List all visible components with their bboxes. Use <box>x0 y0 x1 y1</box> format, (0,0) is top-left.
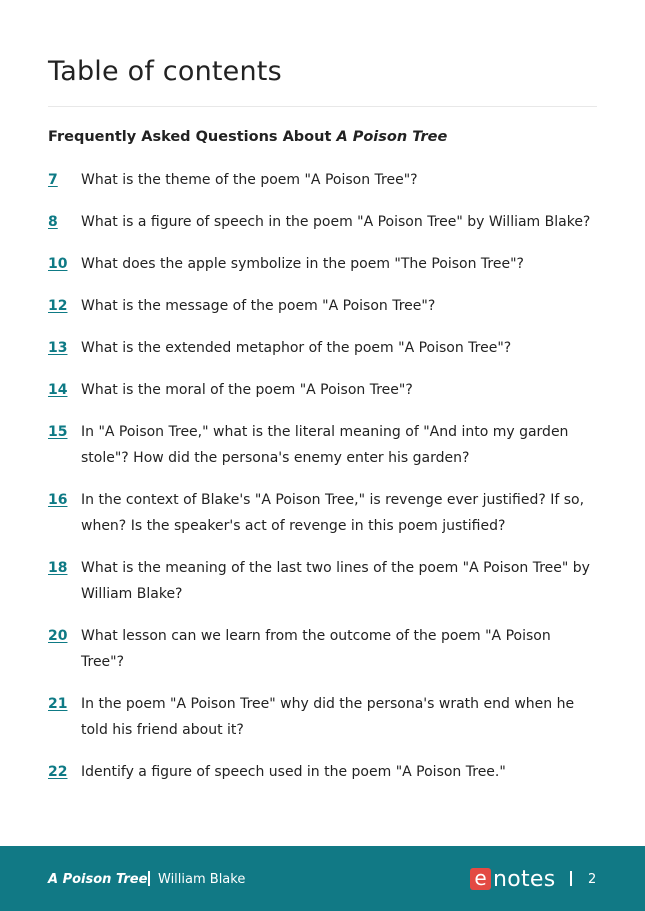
toc-page-link[interactable]: 15 <box>48 424 68 440</box>
toc-item <box>48 251 597 277</box>
footer-work-title: A Poison Tree <box>48 872 148 887</box>
toc-list <box>48 167 597 801</box>
footer-author: William Blake <box>158 872 246 887</box>
toc-page-link[interactable]: 10 <box>48 256 68 272</box>
toc-page-link[interactable]: 16 <box>48 492 68 508</box>
toc-question: In the context of Blake's "A Poison Tree," is revenge ever justified? If so, when? Is the speaker's act of revenge in this poem justified? <box>81 492 585 534</box>
enotes-logo-text: notes <box>493 866 556 892</box>
toc-question: What is the meaning of the last two lines of the poem "A Poison Tree" by William Blake? <box>81 560 590 602</box>
toc-item <box>48 759 597 785</box>
toc-item <box>48 293 597 319</box>
toc-page-link[interactable]: 14 <box>48 382 68 398</box>
toc-item <box>48 377 597 403</box>
footer-divider <box>148 871 150 886</box>
footer-page-number: 2 <box>588 872 597 887</box>
toc-question: Identify a figure of speech used in the poem "A Poison Tree." <box>81 764 506 780</box>
enotes-logo-badge: e <box>470 868 491 890</box>
toc-question: What is the extended metaphor of the poem "A Poison Tree"? <box>81 340 512 356</box>
toc-item <box>48 167 597 193</box>
enotes-logo[interactable] <box>470 866 556 892</box>
page-title: Table of contents <box>48 56 282 87</box>
toc-page-link[interactable]: 18 <box>48 560 68 576</box>
title-divider <box>48 106 597 107</box>
toc-question: What is the message of the poem "A Poison Tree"? <box>81 298 436 314</box>
toc-question: What is the theme of the poem "A Poison Tree"? <box>81 172 418 188</box>
toc-item <box>48 419 597 471</box>
section-heading-work: A Poison Tree <box>336 129 448 145</box>
toc-item <box>48 487 597 539</box>
footer-band <box>0 846 645 911</box>
section-heading-prefix: Frequently Asked Questions About <box>48 129 337 145</box>
toc-item <box>48 623 597 675</box>
toc-page-link[interactable]: 21 <box>48 696 68 712</box>
toc-page-link[interactable]: 7 <box>48 172 58 188</box>
toc-question: What lesson can we learn from the outcome of the poem "A Poison Tree"? <box>81 628 551 670</box>
toc-question: What does the apple symbolize in the poem "The Poison Tree"? <box>81 256 524 272</box>
toc-question: What is the moral of the poem "A Poison Tree"? <box>81 382 413 398</box>
toc-item <box>48 209 597 235</box>
toc-item <box>48 555 597 607</box>
toc-page-link[interactable]: 13 <box>48 340 68 356</box>
toc-question: What is a figure of speech in the poem "A Poison Tree" by William Blake? <box>81 214 591 230</box>
toc-item <box>48 691 597 743</box>
toc-page-link[interactable]: 12 <box>48 298 68 314</box>
toc-item <box>48 335 597 361</box>
toc-question: In the poem "A Poison Tree" why did the persona's wrath end when he told his friend about it? <box>81 696 575 738</box>
toc-page-link[interactable]: 20 <box>48 628 68 644</box>
footer-page-divider <box>570 871 572 886</box>
section-heading <box>48 129 447 145</box>
toc-page-link[interactable]: 8 <box>48 214 58 230</box>
toc-page-link[interactable]: 22 <box>48 764 68 780</box>
toc-question: In "A Poison Tree," what is the literal meaning of "And into my garden stole"? How did the persona's enemy enter his garden? <box>81 424 569 466</box>
